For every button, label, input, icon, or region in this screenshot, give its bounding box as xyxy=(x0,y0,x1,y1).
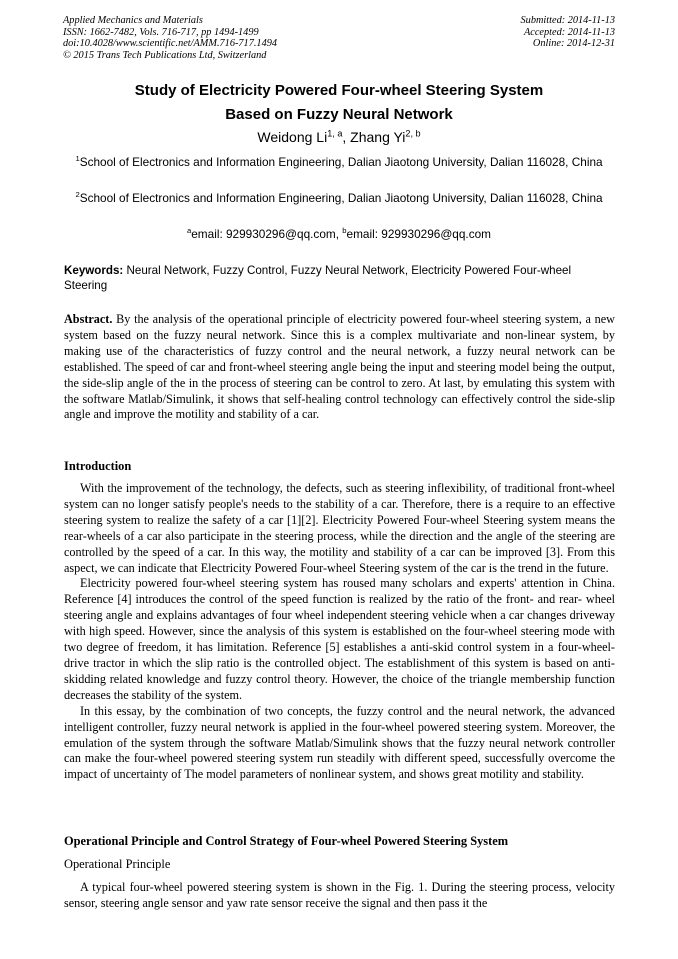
section-heading: Operational Principle and Control Strategy of Four-wheel Powered Steering System xyxy=(64,834,509,848)
submitted-date: Submitted: 2014-11-13 xyxy=(520,15,615,26)
author-separator: , xyxy=(342,129,351,145)
affiliation-mark: 1 xyxy=(75,154,80,164)
email-line xyxy=(70,227,608,243)
issn-line: ISSN: 1662-7482, Vols. 716-717, pp 1494-1499 xyxy=(63,26,259,38)
journal-name: Applied Mechanics and Materials xyxy=(63,15,203,26)
affiliation xyxy=(70,155,608,171)
affiliation xyxy=(70,191,608,207)
author-name: Weidong Li xyxy=(257,129,328,145)
paragraph: In this essay, by the combination of two concepts, the fuzzy control and the neural network, the advanced intelligent controller, fuzzy neural network is applied in the four-wheel powered steering system. Moreover, the emulation of the system through the software Matlab/Simulink shows that the fuzzy neural network controller can make the four-wheel powered steering system run steadily with different speed, successfully overcome the impact of uncertainty of The model parameters of nonlinear system, and shows great motility and stability. xyxy=(64,703,615,782)
author-superscript: 1, a xyxy=(327,128,343,139)
email-mark: a xyxy=(186,226,192,236)
section-heading: Introduction xyxy=(64,459,132,473)
abstract-text: By the analysis of the operational principle of electricity powered four-wheel steering system, a new system based on the fuzzy neural network. Since this is a complex multivariate and non-linear system, by making use of the characteristics of fuzzy control and the neural network, a fuzzy neural network can be established. The speed of car and front-wheel steering angle being the input and steering model being the output, the side-slip angle of the in the process of steering can be control to zero. At last, by emulating this system with the software Matlab/Simulink, it shows that self-healing control technology can effectively control the side-slip angle and improve the motility and stability of a car. xyxy=(64,312,615,422)
paragraph: A typical four-wheel powered steering system is shown in the Fig. 1. During the steering process, velocity sensor, steering angle sensor and yaw rate sensor receive the signal and then pass it the xyxy=(64,880,615,910)
paragraph: Electricity powered four-wheel steering system has roused many scholars and experts' attention in China. Reference [4] introduces the control of the speed function is realized by the ratio of the front- and rear- wheel steering angle and explains advantages of four wheel independent steering vehicle when a car changes driveway with high speed. However, since the analysis of this system is established on the four-wheel steering mode with two degree of freedom, it has limitation. Reference [5] establishes a anti-skid control system in a four-wheel-drive tractor in which the slip ratio is the controlled object. The establishment of this system is based on anti-skidding related knowledge and fuzzy control theory. However, the choice of the triangle membership function decreases the stability of the system. xyxy=(64,576,615,702)
affiliation-text: School of Electronics and Information Engineering, Dalian Jiaotong University, Dalian 116028, China xyxy=(79,155,603,169)
email-text: email: 929930296@qq.com, xyxy=(191,227,343,241)
paper-title-line-1: Study of Electricity Powered Four-wheel Steering System xyxy=(134,82,544,99)
accepted-date: Accepted: 2014-11-13 xyxy=(523,26,615,38)
email-mark: b xyxy=(342,226,347,236)
author-superscript: 2, b xyxy=(405,128,421,139)
keywords-label: Keywords: xyxy=(64,264,124,277)
subsection-heading: Operational Principle xyxy=(64,857,171,871)
author-list xyxy=(40,128,638,146)
keywords-text: Neural Network, Fuzzy Control, Fuzzy Neural Network, Electricity Powered Four-wheel Steering xyxy=(64,264,572,292)
keywords xyxy=(64,263,615,293)
affiliation-text: School of Electronics and Information Engineering, Dalian Jiaotong University, Dalian 116028, China xyxy=(79,191,603,205)
copyright-line: © 2015 Trans Tech Publications Ltd, Switzerland xyxy=(63,49,267,61)
abstract xyxy=(64,312,615,423)
abstract-label: Abstract. xyxy=(64,312,113,326)
author-name: Zhang Yi xyxy=(350,129,406,145)
online-date: Online: 2014-12-31 xyxy=(532,38,615,50)
introduction-body xyxy=(64,481,615,783)
affiliation-mark: 2 xyxy=(75,190,80,200)
doi-line: doi:10.4028/www.scientific.net/AMM.716-717.1494 xyxy=(63,38,278,50)
section-body xyxy=(64,880,615,912)
publication-info xyxy=(63,15,277,61)
paper-title-line-2: Based on Fuzzy Neural Network xyxy=(225,106,453,123)
email-text: email: 929930296@qq.com xyxy=(346,227,491,241)
paragraph: With the improvement of the technology, the defects, such as steering inflexibility, of traditional front-wheel system can no longer satisfy people's needs to the stability of a car. Therefore, there is a require to an effective steering system to realize the safety of a car [1][2]. Electricity Powered Four-wheel Steering system means the rear-wheels of a car also participate in the steering process, while the direction and the angle of the steering are controlled by the speed of a car. In this way, the motility and stability of a car can be improved [3]. From this aspect, we can indicate that Electricity Powered Four-wheel Steering system of the car is the trend in the future. xyxy=(64,481,615,575)
publication-dates xyxy=(521,15,615,50)
